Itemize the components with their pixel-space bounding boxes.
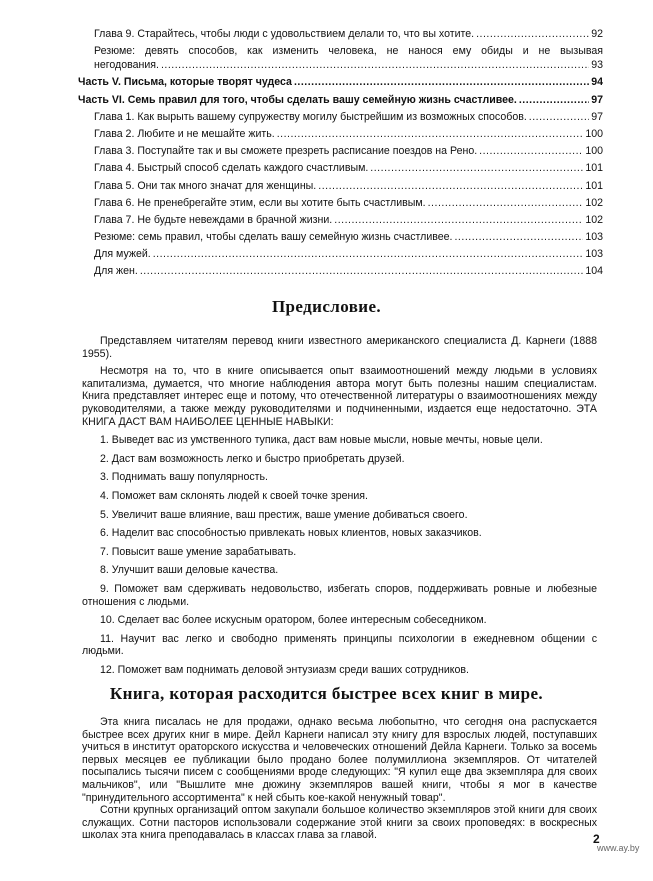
list-item: 6. Наделит вас способностью привлекать новых клиентов, новых заказчиков. [100,527,482,540]
toc-entry [78,213,603,227]
toc-entry-title: Глава 1. Как вырыть вашему супружеству могилу быстрейшим из возможных способов. [94,110,527,123]
toc-leader-dots [428,196,584,210]
toc-entry-title: Глава 7. Не будьте невеждами в брачной жизни. [94,213,333,226]
toc-entry-page: 101 [585,162,603,175]
toc-leader-dots [519,93,589,107]
list-item: 7. Повысит ваше умение зарабатывать. [100,545,297,558]
list-item: 5. Увеличит ваше влияние, ваш престиж, ваше умение добиваться своего. [100,508,468,521]
list-item: 9. Поможет вам сдерживать недовольство, избегать споров, поддерживать ровные и любезные отношения с людьми. [82,582,597,608]
toc-entry-page: 101 [585,179,603,192]
list-item: 3. Поднимать вашу популярность. [100,471,268,484]
toc-entry-page: 100 [585,145,603,158]
toc-entry-title: Глава 5. Они так много значат для женщины. [94,179,317,192]
toc-entry-title: Резюме: девять способов, как изменить человека, не нанося ему обиды и не вызывая [94,45,603,58]
list-item: 8. Улучшит ваши деловые качества. [100,564,279,577]
toc-entry-page: 103 [585,231,603,244]
toc-leader-dots [294,75,589,89]
toc-entry-page: 97 [591,93,603,106]
list-item: 4. Поможет вам склонять людей к своей точке зрения. [100,489,368,502]
toc-entry-title: Для жен. [94,265,138,278]
toc-leader-dots [334,213,583,227]
toc-entry-page: 93 [591,59,603,72]
toc-entry [78,44,603,72]
table-of-contents [78,27,603,282]
toc-entry-title: Глава 9. Старайтесь, чтобы люди с удовольствием делали то, что вы хотите. [94,28,475,40]
toc-entry [78,179,603,193]
toc-leader-dots [140,264,584,278]
toc-entry [78,247,603,261]
toc-entry-page: 97 [591,110,603,123]
toc-entry [78,127,603,141]
toc-entry-page: 102 [585,196,603,209]
toc-entry-page: 92 [591,28,603,40]
toc-leader-dots [318,179,583,193]
toc-entry [78,27,603,41]
book-section-body [82,716,597,842]
toc-entry-title: Глава 6. Не пренебрегайте этим, если вы хотите быть счастливым. [94,196,426,209]
toc-entry [78,196,603,210]
list-item: 10. Сделает вас более искусным оратором, более интересным собеседником. [100,614,487,627]
toc-entry-title: Глава 4. Быстрый способ сделать каждого счастливым. [94,162,369,175]
toc-entry [78,230,603,244]
toc-entry [78,110,603,124]
skills-list [82,434,597,676]
watermark: www.ay.by [597,843,640,853]
book-section-paragraph: Эта книга писалась не для продажи, однако весьма любопытно, что сегодня она распускается быстрее всех других книг в мире. Дейл Карнеги написал эту книгу для взрослых людей, поступавших учиться в институт ораторского искусства и человеческих отношений Дейла Карнеги. Только за восемь первых месяцев ее публикации было продано более полумиллиона экземпляров. От читателей посыпались тысячи писем с сообщениями вроде следующих: "Я купил еще два экземпляра для своих мальчиков", или "Вышлите мне дюжину экземпляров вашей книги, чтобы я мог в качестве "принудительного ассортимента" к ней сбыть кое-какой ненужный товар". [82,716,597,804]
list-item: 2. Даст вам возможность легко и быстро приобретать друзей. [100,452,405,465]
toc-entry-title: Глава 2. Любите и не мешайте жить. [94,127,275,140]
toc-entry-title: Часть VI. Семь правил для того, чтобы сделать вашу семейную жизнь счастливее. [78,93,517,106]
toc-leader-dots [153,247,584,261]
toc-leader-dots [454,230,583,244]
toc-leader-dots [370,161,583,175]
toc-entry-title: Для мужей. [94,248,151,261]
toc-entry [78,264,603,278]
page-number: 2 [593,832,600,846]
toc-entry-title: Глава 3. Поступайте так и вы сможете презреть расписание поездов на Рено. [94,145,478,158]
toc-entry-title: Часть V. Письма, которые творят чудеса [78,76,292,89]
toc-leader-dots [277,127,584,141]
toc-leader-dots [479,144,583,158]
toc-entry [78,161,603,175]
toc-part-entry [78,93,603,107]
preface-paragraph: Представляем читателям перевод книги известного американского специалиста Д. Карнеги (1888 1955). [82,335,597,360]
toc-leader-dots [529,110,589,124]
toc-entry-page: 94 [591,76,603,89]
list-item: 12. Поможет вам поднимать деловой энтузиазм среди ваших сотрудников. [100,663,469,676]
toc-entry-page: 103 [585,248,603,261]
toc-entry-title: Резюме: семь правил, чтобы сделать вашу семейную жизнь счастливее. [94,231,453,244]
toc-leader-dots [161,58,589,72]
preface-heading: Предисловие. [271,297,382,316]
toc-entry-page: 100 [585,127,603,140]
toc-entry [78,144,603,158]
toc-entry-title-continued: негодования. [94,59,159,72]
book-section-paragraph: Сотни крупных организаций оптом закупали большое количество экземпляров этой книги для своих служащих. Сотни пасторов использовали содержание этой книги за своих проповедях: в воскресных школах эта книга преподавалась в классах глава за главой. [82,804,597,842]
toc-part-entry [78,75,603,89]
list-item: 1. Выведет вас из умственного тупика, даст вам новые мысли, новые мечты, новые цели. [100,434,543,447]
list-item: 11. Научит вас легко и свободно применять принципы психологии в ежедневном общении с людьми. [82,632,597,658]
preface-body [82,335,597,676]
book-section-heading: Книга, которая расходится быстрее всех книг в мире. [109,684,544,703]
toc-entry-page: 102 [585,213,603,226]
toc-leader-dots [476,27,589,41]
preface-paragraph: Несмотря на то, что в книге описывается опыт взаимоотношений между людьми в условиях капитализма, думается, что многие наблюдения автора могут быть полезны нашим специалистам. Книга представляет интерес еще и потому, что отечественной литературы о взаимоотношениях между руководителями, а также между руководителями и подчиненными, издается еще недостаточно. ЭТА КНИГА ДАСТ ВАМ НАИБОЛЕЕ ЦЕННЫЕ НАВЫКИ: [82,365,597,428]
toc-entry-page: 104 [585,265,603,278]
